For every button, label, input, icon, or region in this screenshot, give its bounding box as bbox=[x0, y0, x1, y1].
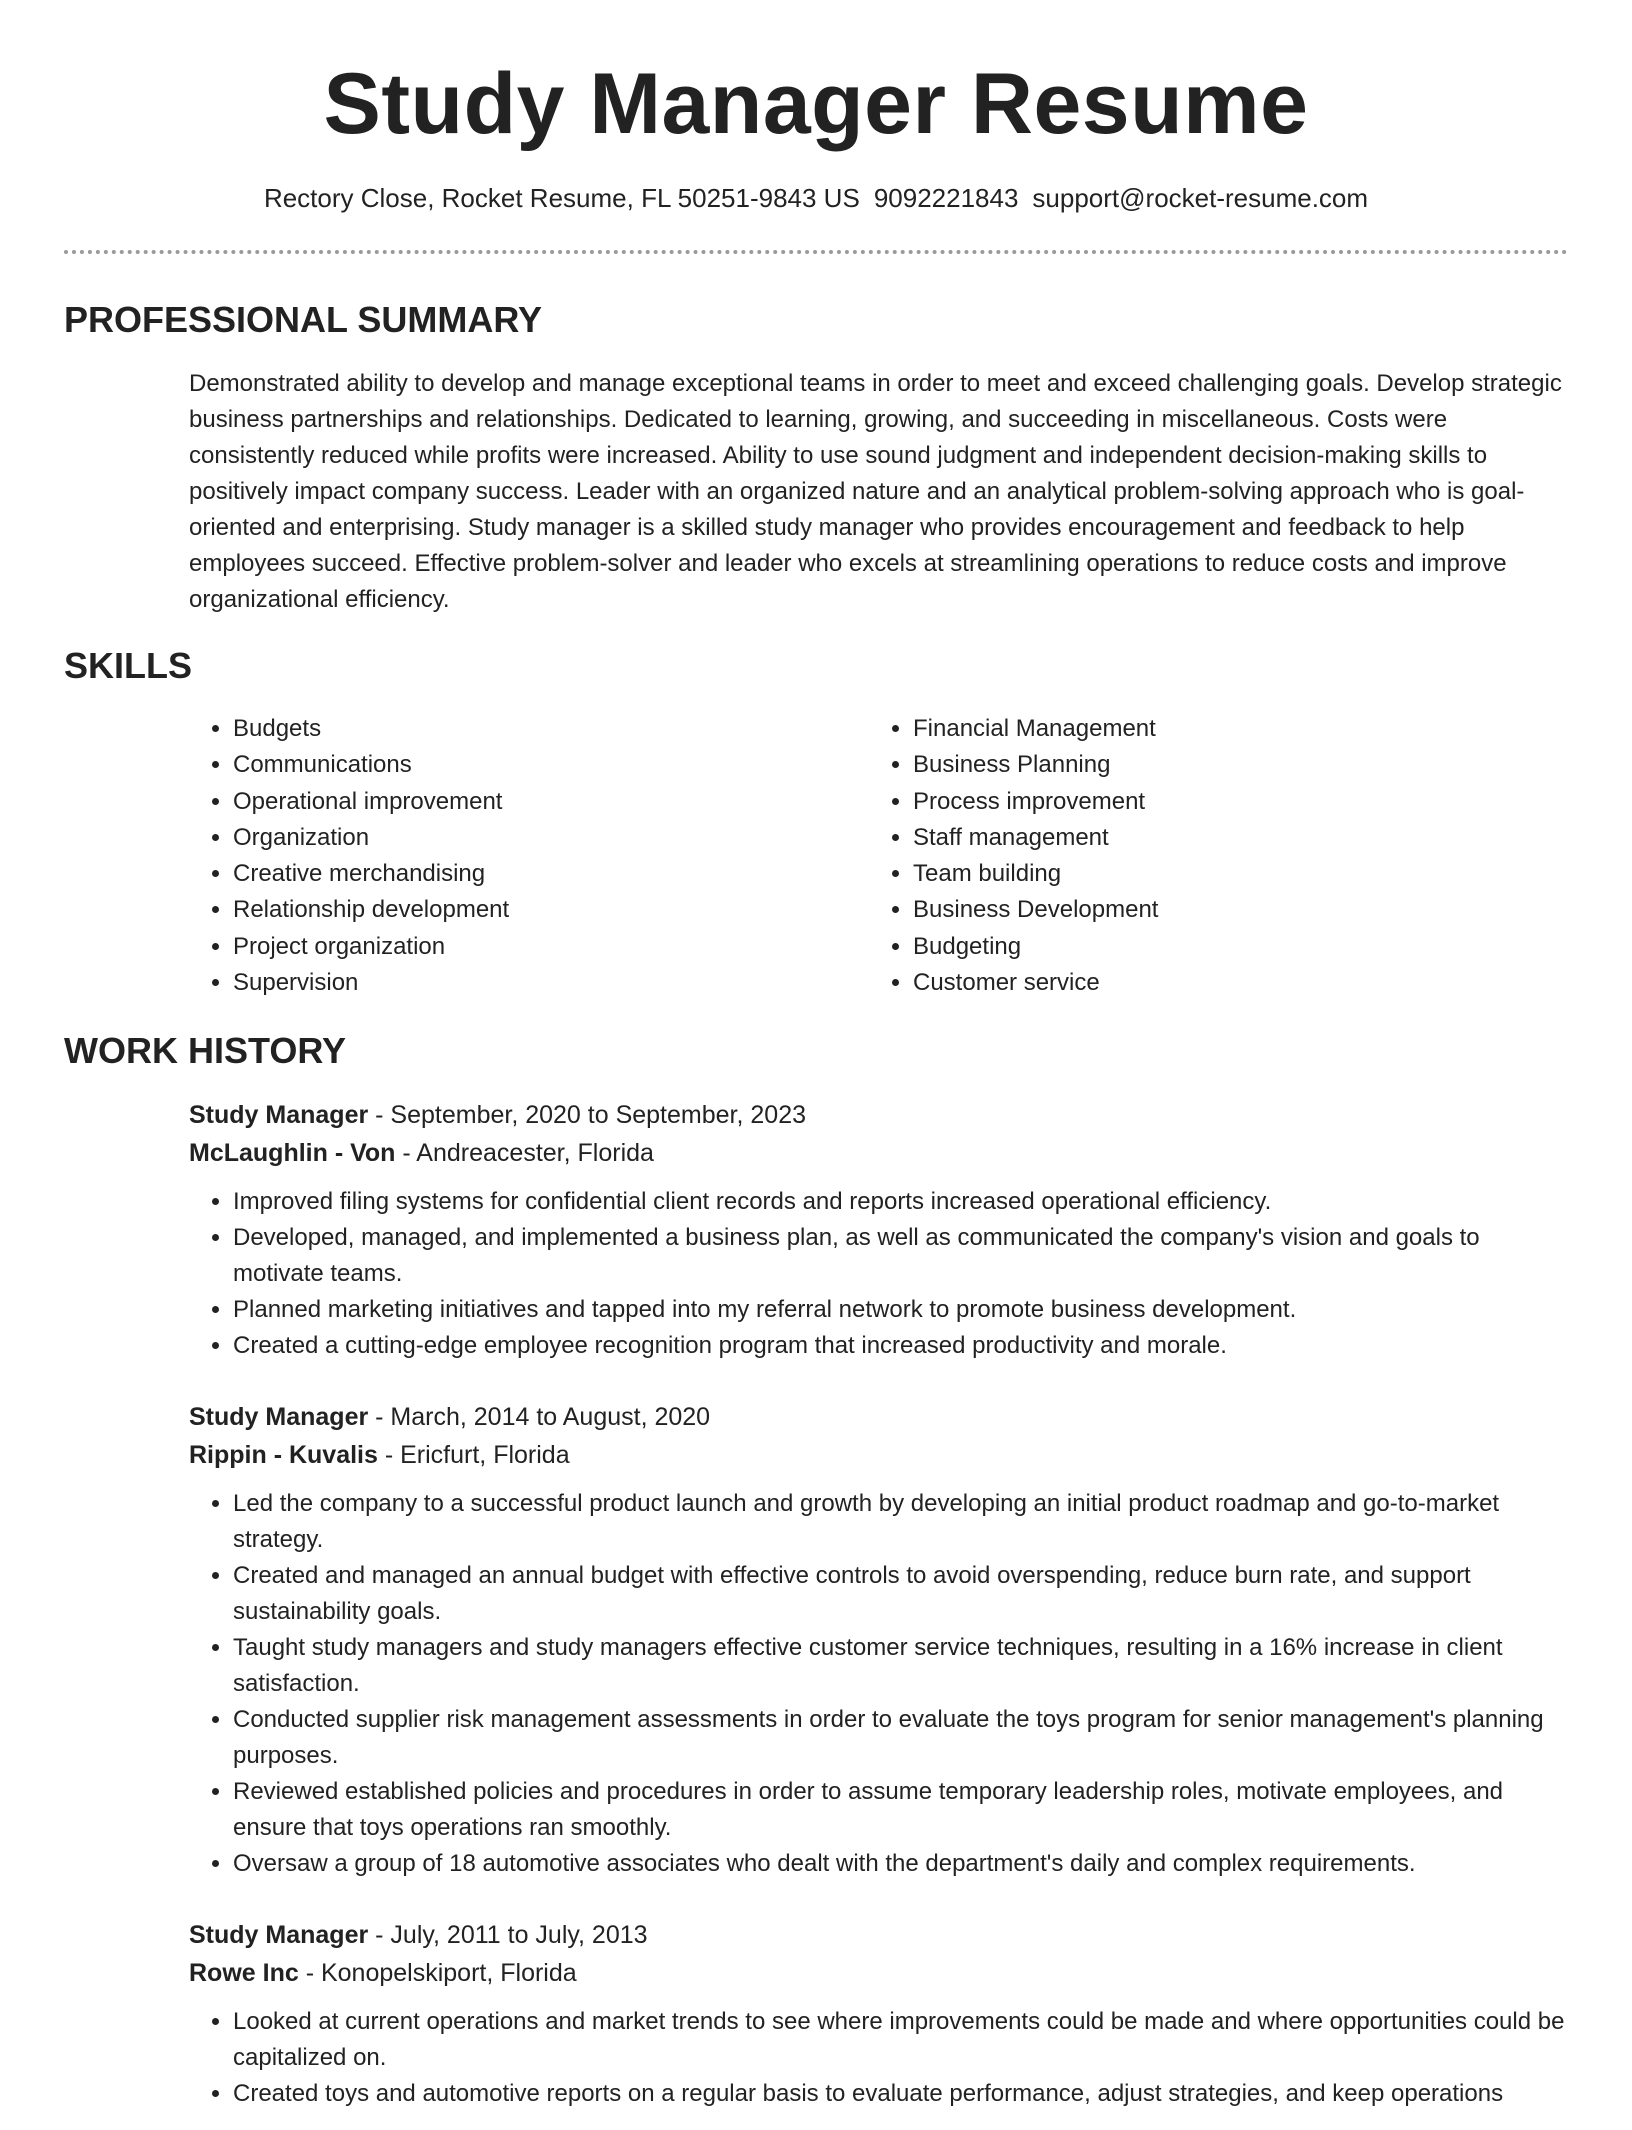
job-title-line bbox=[189, 1398, 1569, 1436]
job-location: - Ericfurt, Florida bbox=[377, 1441, 570, 1469]
skill-item: • Financial Management bbox=[913, 711, 1158, 747]
skills-heading: SKILLS bbox=[64, 645, 193, 686]
job-bullet: • Created a cutting-edge employee recognition program that increased productivity and morale. bbox=[233, 1328, 1569, 1364]
job-bullet: • Looked at current operations and market trends to see where improvements could be made and where opportunities could be capitalized on. bbox=[233, 2004, 1569, 2076]
summary-text: Demonstrated ability to develop and manage exceptional teams in order to meet and exceed challenging goals. Develop strategic business partnerships and relationships. Dedicated to learning, growing, and succeeding in miscellaneous. Costs were consistently reduced while profits were increased. Ability to use sound judgment and independent decision-making skills to positively impact company success. Leader with an organized nature and an analytical problem-solving approach who is goal-oriented and enterprising. Study manager is a skilled study manager who provides encouragement and feedback to help employees succeed. Effective problem-solver and leader who excels at streamlining operations to reduce costs and improve organizational efficiency. bbox=[189, 370, 1562, 613]
skill-item: • Business Development bbox=[913, 892, 1158, 928]
job-entry bbox=[189, 1916, 1569, 2112]
work-history bbox=[189, 1096, 1569, 2130]
skill-item: • Process improvement bbox=[913, 784, 1158, 820]
resume-title: Study Manager Resume bbox=[323, 56, 1309, 152]
skill-item: • Operational improvement bbox=[233, 784, 869, 820]
skill-item: • Project organization bbox=[233, 929, 869, 965]
skill-item: • Supervision bbox=[233, 965, 869, 1001]
skill-item: • Budgets bbox=[233, 711, 869, 747]
job-bullet: • Reviewed established policies and procedures in order to assume temporary leadership roles, motivate employees, and ensure that toys operations ran smoothly. bbox=[233, 1774, 1569, 1846]
job-title: Study Manager bbox=[189, 1101, 369, 1129]
job-company: Rowe Inc bbox=[189, 1959, 299, 1987]
email-text: support@rocket-resume.com bbox=[1032, 183, 1369, 213]
job-entry bbox=[189, 1398, 1569, 1882]
skill-item: • Creative merchandising bbox=[233, 856, 869, 892]
job-company: Rippin - Kuvalis bbox=[189, 1441, 378, 1469]
skill-item: • Staff management bbox=[913, 820, 1158, 856]
phone-text: 9092221843 bbox=[873, 183, 1019, 213]
job-entry bbox=[189, 1096, 1569, 1364]
header-divider bbox=[64, 250, 1568, 254]
skills-column-left bbox=[189, 711, 869, 1001]
job-bullet: • Developed, managed, and implemented a business plan, as well as communicated the company's vision and goals to motivate teams. bbox=[233, 1220, 1569, 1292]
skills-list bbox=[189, 711, 1569, 1001]
skill-item: • Communications bbox=[233, 747, 869, 783]
skill-item: • Budgeting bbox=[913, 929, 1158, 965]
summary-heading: PROFESSIONAL SUMMARY bbox=[64, 299, 543, 340]
job-bullet: • Created toys and automotive reports on a regular basis to evaluate performance, adjust strategies, and keep operations bbox=[233, 2076, 1569, 2112]
skill-item: • Relationship development bbox=[233, 892, 869, 928]
contact-line bbox=[0, 180, 1632, 216]
job-company: McLaughlin - Von bbox=[189, 1139, 396, 1167]
job-dates: - September, 2020 to September, 2023 bbox=[368, 1101, 806, 1129]
address-text: Rectory Close, Rocket Resume, FL 50251-9843 US bbox=[263, 183, 860, 213]
job-bullet: • Planned marketing initiatives and tapped into my referral network to promote business development. bbox=[233, 1292, 1569, 1328]
job-company-line bbox=[189, 1436, 1569, 1474]
skill-item: • Customer service bbox=[913, 965, 1158, 1001]
job-bullet: • Created and managed an annual budget with effective controls to avoid overspending, reduce burn rate, and support sustainability goals. bbox=[233, 1558, 1569, 1630]
job-bullet: • Led the company to a successful product launch and growth by developing an initial product roadmap and go-to-market strategy. bbox=[233, 1486, 1569, 1558]
job-location: - Konopelskiport, Florida bbox=[298, 1959, 577, 1987]
skill-item: • Business Planning bbox=[913, 747, 1158, 783]
job-bullets bbox=[189, 1184, 1569, 1364]
skill-item: • Organization bbox=[233, 820, 869, 856]
job-bullets bbox=[189, 1486, 1569, 1882]
job-company-line bbox=[189, 1134, 1569, 1172]
skill-item: • Team building bbox=[913, 856, 1158, 892]
job-bullet: • Oversaw a group of 18 automotive associates who dealt with the department's daily and complex requirements. bbox=[233, 1846, 1569, 1882]
job-dates: - March, 2014 to August, 2020 bbox=[368, 1403, 711, 1431]
job-bullet: • Improved filing systems for confidential client records and reports increased operational efficiency. bbox=[233, 1184, 1569, 1220]
job-location: - Andreacester, Florida bbox=[395, 1139, 654, 1167]
job-title: Study Manager bbox=[189, 1921, 369, 1949]
job-bullets bbox=[189, 2004, 1569, 2112]
skills-column-right bbox=[869, 711, 1158, 1001]
job-title-line bbox=[189, 1916, 1569, 1954]
work-history-heading: WORK HISTORY bbox=[64, 1030, 347, 1071]
job-company-line bbox=[189, 1954, 1569, 1992]
job-title: Study Manager bbox=[189, 1403, 369, 1431]
job-bullet: • Taught study managers and study managers effective customer service techniques, resulting in a 16% increase in client satisfaction. bbox=[233, 1630, 1569, 1702]
job-title-line bbox=[189, 1096, 1569, 1134]
job-dates: - July, 2011 to July, 2013 bbox=[368, 1921, 648, 1949]
job-bullet: • Conducted supplier risk management assessments in order to evaluate the toys program for senior management's planning purposes. bbox=[233, 1702, 1569, 1774]
